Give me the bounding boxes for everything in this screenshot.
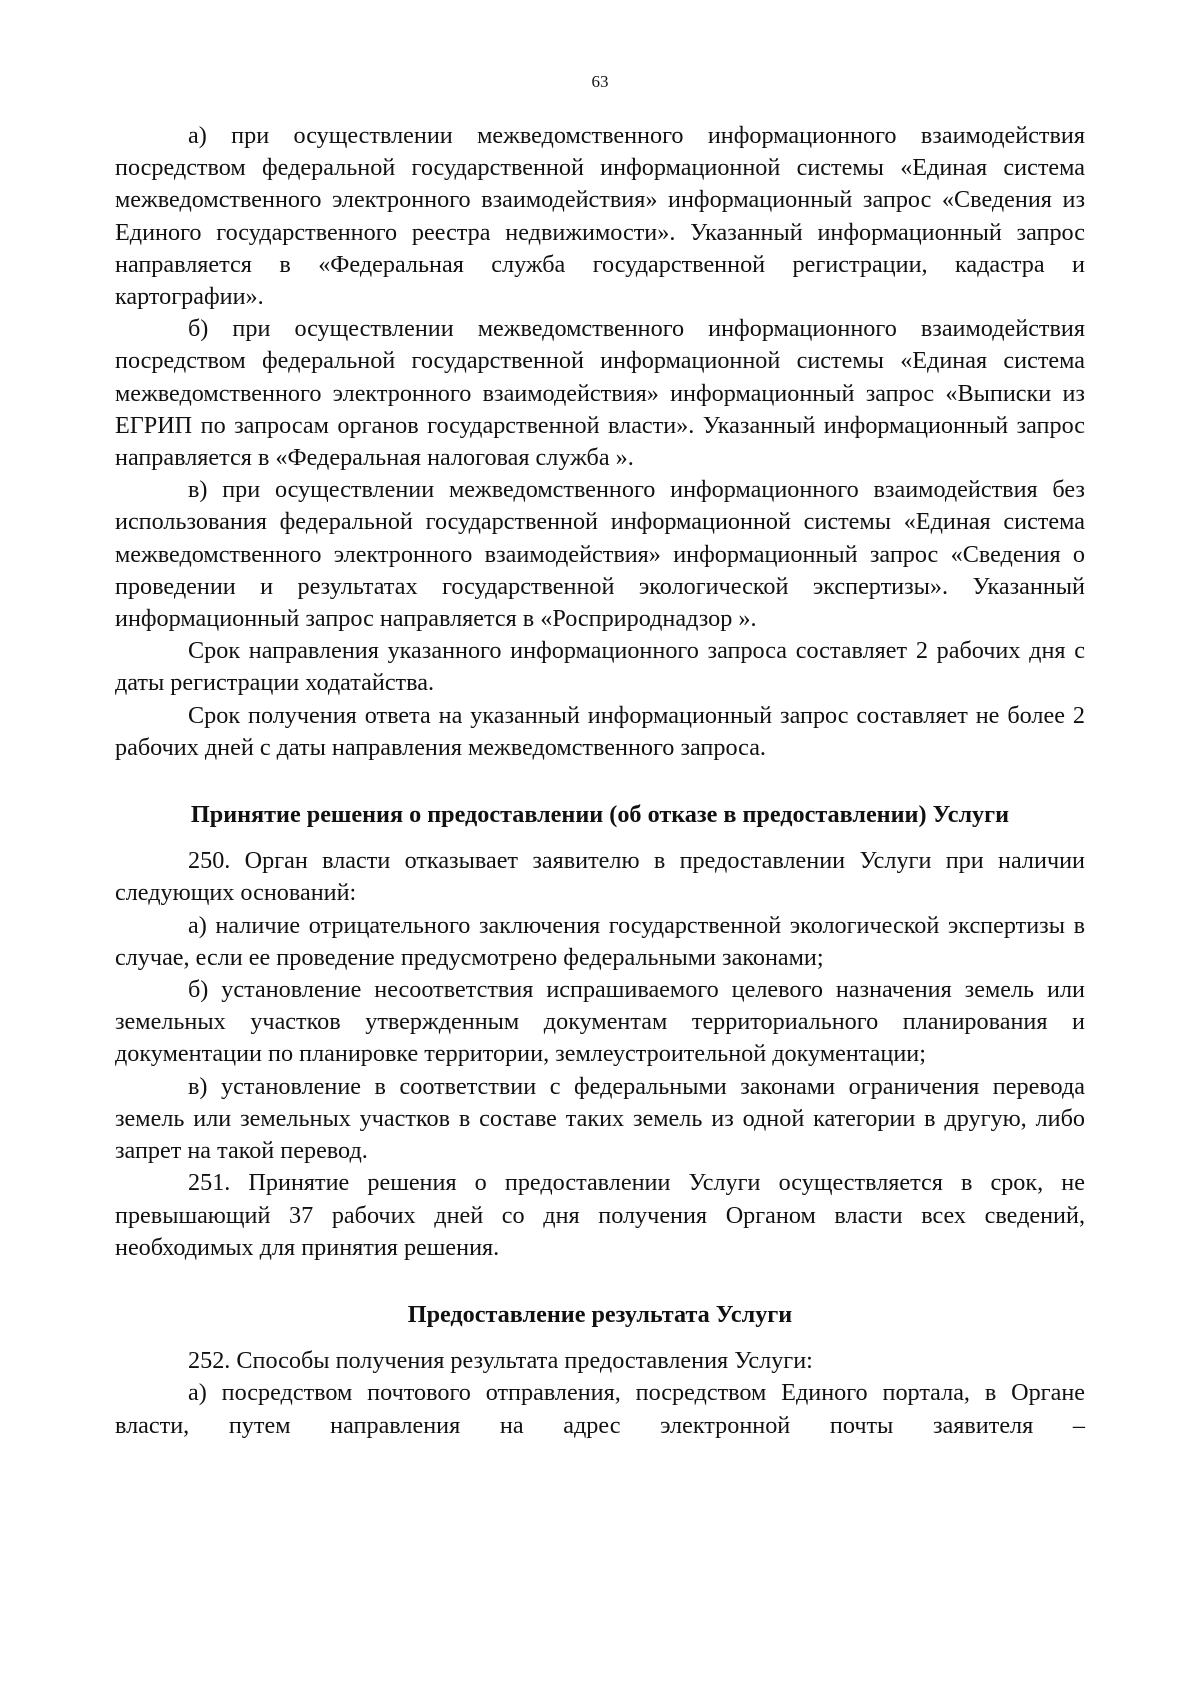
paragraph-c-expertise-request: в) при осуществлении межведомственного информационного взаимодействия без использования федеральной государственной информационной системы «Единая система межведомственного электронного взаимодействия» информационный запрос «Сведения о проведении и результатах государственной экологической экспертизы». Указанный информационный запрос направляется в «Росприроднадзор ». [115, 476, 1085, 633]
section-heading-decision: Принятие решения о предоставлении (об отказе в предоставлении) Услуги [190, 801, 1010, 829]
paragraph-252: 252. Способы получения результата предоставления Услуги: [188, 1347, 813, 1375]
section-spacer [115, 1331, 1085, 1345]
paragraph-250: 250. Орган власти отказывает заявителю в предоставлении Услуги при наличии следующих оснований: [115, 847, 1085, 907]
paragraph-250-b: б) установление несоответствия испрашиваемого целевого назначения земель или земельных участков утвержденным документам территориального планирования и документации по планировке территории, землеустроительной документации; [115, 976, 1085, 1068]
page-number: 63 [591, 72, 609, 91]
paragraph-a-egrn-request: а) при осуществлении межведомственного информационного взаимодействия посредством федеральной государственной информационной системы «Единая система межведомственного электронного взаимодействия» информационный запрос «Сведения из Единого государственного реестра недвижимости». Указанный информационный запрос направляется в «Федеральная служба государственной регистрации, кадастра и картографии». [115, 122, 1085, 311]
paragraph-response-deadline: Срок получения ответа на указанный информационный запрос составляет не более 2 рабочих дней с даты направления межведомственного запроса. [115, 701, 1085, 761]
paragraph-request-deadline: Срок направления указанного информационного запроса составляет 2 рабочих дня с даты регистрации ходатайства. [115, 637, 1085, 697]
paragraph-250-c: в) установление в соответствии с федеральными законами ограничения перевода земель или земельных участков в составе таких земель из одной категории в другую, либо запрет на такой перевод. [115, 1072, 1085, 1165]
paragraph-252-a: а) посредством почтового отправления, посредством Единого портала, в Органе власти, путем направления на адрес электронной почты заявителя – [115, 1379, 1085, 1439]
document-body [115, 120, 1085, 1442]
section-spacer [115, 1264, 1085, 1299]
paragraph-251: 251. Принятие решения о предоставлении Услуги осуществляется в срок, не превышающий 37 рабочих дней со дня получения Органом власти всех сведений, необходимых для принятия решения. [115, 1169, 1085, 1261]
section-spacer [115, 831, 1085, 845]
section-heading-result: Предоставление результата Услуги [407, 1300, 793, 1328]
section-spacer [115, 764, 1085, 799]
paragraph-250-a: а) наличие отрицательного заключения государственной экологической экспертизы в случае, если ее проведение предусмотрено федеральными законами; [115, 911, 1085, 971]
paragraph-b-egrip-request: б) при осуществлении межведомственного информационного взаимодействия посредством федеральной государственной информационной системы «Единая система межведомственного электронного взаимодействия» информационный запрос «Выписки из ЕГРИП по запросам органов государственной власти». Указанный информационный запрос направляется в «Федеральная налоговая служба ». [115, 315, 1085, 472]
